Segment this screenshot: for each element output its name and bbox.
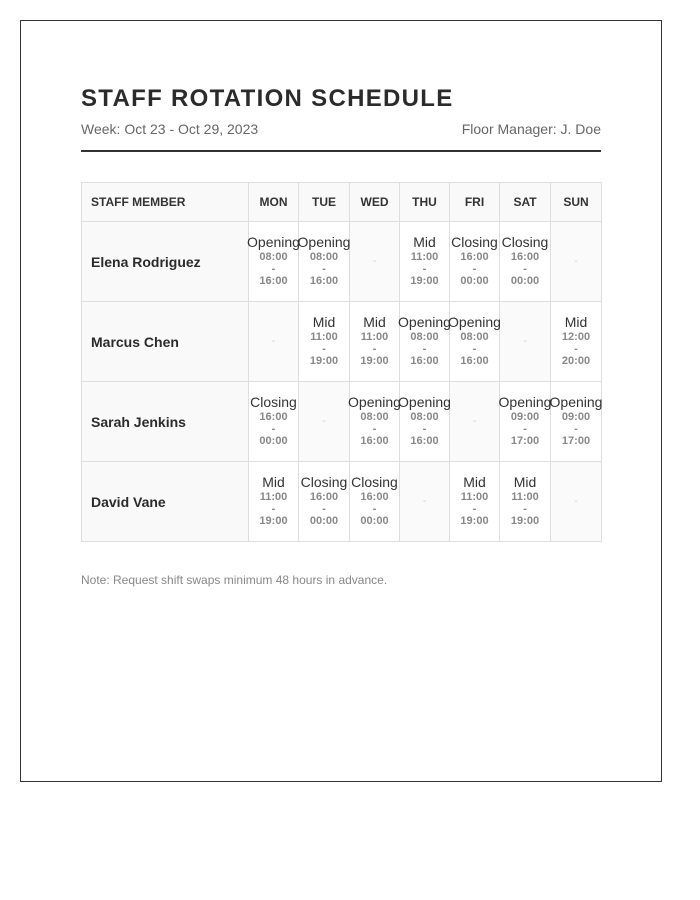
shift-cell-mon (249, 462, 299, 542)
shift-end-time: 16:00 (259, 274, 288, 287)
shift-time-separator: - (322, 262, 326, 275)
shift-start-time: 08:00 (309, 250, 339, 263)
shift-time-separator: - (574, 422, 578, 435)
shift-end-time: 20:00 (561, 354, 591, 367)
shift-start-time: 09:00 (561, 410, 591, 423)
shift-cell-empty-fri: - (450, 382, 500, 462)
shift-end-time: 17:00 (510, 434, 540, 447)
shift-cell-sat (500, 382, 551, 462)
shift-cell-fri (450, 462, 500, 542)
shift-time-separator: - (271, 502, 276, 515)
shift-cell-wed (350, 302, 400, 382)
shift-start-time: 16:00 (510, 250, 540, 263)
table-row (82, 382, 602, 462)
shift-block (551, 313, 601, 367)
shift-cell-wed (350, 462, 400, 542)
shift-block (350, 313, 399, 367)
shift-end-time: 00:00 (360, 514, 389, 527)
staff-name: Marcus Chen (82, 302, 249, 382)
shift-label-text: Mid (513, 473, 537, 490)
shift-label-text: Mid (463, 473, 486, 490)
shift-label-text: Closing (501, 233, 549, 250)
table-header-row (82, 183, 602, 222)
table-row (82, 302, 602, 382)
shift-start-time: 16:00 (309, 490, 339, 503)
shift-start-time: 08:00 (259, 250, 288, 263)
shift-start-time: 09:00 (510, 410, 540, 423)
column-header-mon: MON (249, 183, 299, 222)
shift-cell-empty-mon: - (249, 302, 299, 382)
shift-cell-sat (500, 222, 551, 302)
shift-start-time: 16:00 (460, 250, 489, 263)
shift-end-time: 19:00 (460, 514, 489, 527)
shift-time-separator: - (322, 502, 326, 515)
schedule-page (20, 20, 662, 782)
shift-start-time: 11:00 (360, 330, 389, 343)
shift-label-text: Opening (498, 393, 552, 410)
shift-cell-empty-sat: - (500, 302, 551, 382)
staff-name: Elena Rodriguez (82, 222, 249, 302)
shift-label-text: Opening (398, 393, 451, 410)
schedule-body (82, 222, 602, 542)
shift-block (500, 233, 550, 287)
shift-cell-tue (299, 302, 350, 382)
page-title: STAFF ROTATION SCHEDULE (81, 85, 454, 112)
shift-label-text: Opening (297, 233, 351, 250)
column-header-staff: STAFF MEMBER (82, 183, 249, 222)
floor-manager: Floor Manager: J. Doe (461, 121, 601, 137)
column-header-tue: TUE (299, 183, 350, 222)
shift-cell-mon (249, 382, 299, 462)
shift-start-time: 11:00 (410, 250, 439, 263)
column-header-sun: SUN (551, 183, 602, 222)
shift-start-time: 11:00 (460, 490, 489, 503)
staff-name: Sarah Jenkins (82, 382, 249, 462)
shift-end-time: 19:00 (259, 514, 288, 527)
shift-end-time: 19:00 (510, 514, 540, 527)
shift-end-time: 00:00 (309, 514, 339, 527)
shift-end-time: 00:00 (259, 434, 288, 447)
shift-time-separator: - (472, 502, 477, 515)
shift-label-text: Mid (262, 473, 285, 490)
staff-name: David Vane (82, 462, 249, 542)
shift-time-separator: - (422, 422, 427, 435)
shift-block (249, 393, 298, 447)
shift-block (400, 393, 449, 447)
shift-label-text: Mid (363, 313, 386, 330)
shift-cell-sun (551, 382, 602, 462)
shift-time-separator: - (372, 502, 377, 515)
shift-cell-empty-wed: - (350, 222, 400, 302)
shift-block (450, 473, 499, 527)
shift-time-separator: - (574, 342, 578, 355)
shift-end-time: 00:00 (460, 274, 489, 287)
shift-time-separator: - (472, 262, 477, 275)
shift-block (249, 233, 298, 287)
shift-label-text: Opening (348, 393, 401, 410)
footer-note: Note: Request shift swaps minimum 48 hours in advance. (81, 573, 388, 587)
shift-label-text: Mid (413, 233, 436, 250)
shift-cell-mon (249, 222, 299, 302)
shift-cell-thu (400, 382, 450, 462)
shift-label-text: Opening (247, 233, 300, 250)
shift-cell-empty-sun: - (551, 222, 602, 302)
shift-time-separator: - (372, 342, 377, 355)
shift-block (299, 473, 349, 527)
shift-end-time: 16:00 (360, 434, 389, 447)
shift-time-separator: - (271, 262, 276, 275)
shift-time-separator: - (422, 262, 427, 275)
shift-label-text: Closing (250, 393, 297, 410)
column-header-sat: SAT (500, 183, 551, 222)
shift-end-time: 16:00 (410, 434, 439, 447)
shift-time-separator: - (523, 502, 527, 515)
shift-cell-fri (450, 222, 500, 302)
shift-cell-empty-sun: - (551, 462, 602, 542)
shift-cell-tue (299, 222, 350, 302)
shift-block (249, 473, 298, 527)
shift-start-time: 11:00 (511, 490, 539, 503)
shift-block (450, 313, 499, 367)
shift-block (400, 233, 449, 287)
shift-time-separator: - (372, 422, 377, 435)
shift-label-text: Opening (448, 313, 501, 330)
shift-time-separator: - (271, 422, 276, 435)
shift-end-time: 00:00 (510, 274, 540, 287)
shift-start-time: 08:00 (410, 330, 439, 343)
shift-cell-thu (400, 222, 450, 302)
shift-end-time: 17:00 (561, 434, 591, 447)
shift-end-time: 16:00 (460, 354, 489, 367)
week-range: Week: Oct 23 - Oct 29, 2023 (81, 121, 259, 137)
shift-block (450, 233, 499, 287)
shift-block (299, 313, 349, 367)
shift-cell-thu (400, 302, 450, 382)
shift-time-separator: - (422, 342, 427, 355)
shift-time-separator: - (523, 422, 527, 435)
shift-start-time: 16:00 (360, 490, 389, 503)
shift-start-time: 12:00 (561, 330, 591, 343)
shift-label-text: Closing (351, 473, 398, 490)
shift-cell-sat (500, 462, 551, 542)
column-header-fri: FRI (450, 183, 500, 222)
shift-block (551, 393, 601, 447)
shift-end-time: 16:00 (410, 354, 439, 367)
shift-label-text: Closing (300, 473, 348, 490)
shift-label-text: Mid (312, 313, 336, 330)
shift-start-time: 11:00 (310, 330, 338, 343)
shift-time-separator: - (472, 342, 477, 355)
shift-block (500, 393, 550, 447)
table-row (82, 462, 602, 542)
shift-time-separator: - (523, 262, 527, 275)
shift-start-time: 08:00 (410, 410, 439, 423)
schedule-content (81, 85, 603, 527)
shift-block (350, 393, 399, 447)
column-header-thu: THU (400, 183, 450, 222)
shift-block (350, 473, 399, 527)
shift-cell-sun (551, 302, 602, 382)
shift-start-time: 11:00 (259, 490, 288, 503)
shift-start-time: 16:00 (259, 410, 288, 423)
shift-block (299, 233, 349, 287)
shift-end-time: 19:00 (410, 274, 439, 287)
shift-cell-empty-tue: - (299, 382, 350, 462)
shift-cell-fri (450, 302, 500, 382)
shift-end-time: 19:00 (309, 354, 339, 367)
shift-label-text: Opening (549, 393, 603, 410)
shift-end-time: 16:00 (309, 274, 339, 287)
shift-cell-empty-thu: - (400, 462, 450, 542)
shift-start-time: 08:00 (460, 330, 489, 343)
shift-block (400, 313, 449, 367)
shift-label-text: Closing (451, 233, 498, 250)
shift-cell-wed (350, 382, 400, 462)
table-row (82, 222, 602, 302)
shift-label-text: Mid (564, 313, 588, 330)
schedule-table (81, 182, 602, 542)
shift-block (500, 473, 550, 527)
column-header-wed: WED (350, 183, 400, 222)
shift-time-separator: - (322, 342, 326, 355)
shift-label-text: Opening (398, 313, 451, 330)
shift-end-time: 19:00 (360, 354, 389, 367)
shift-start-time: 08:00 (360, 410, 389, 423)
shift-cell-tue (299, 462, 350, 542)
schedule-meta (81, 121, 601, 152)
